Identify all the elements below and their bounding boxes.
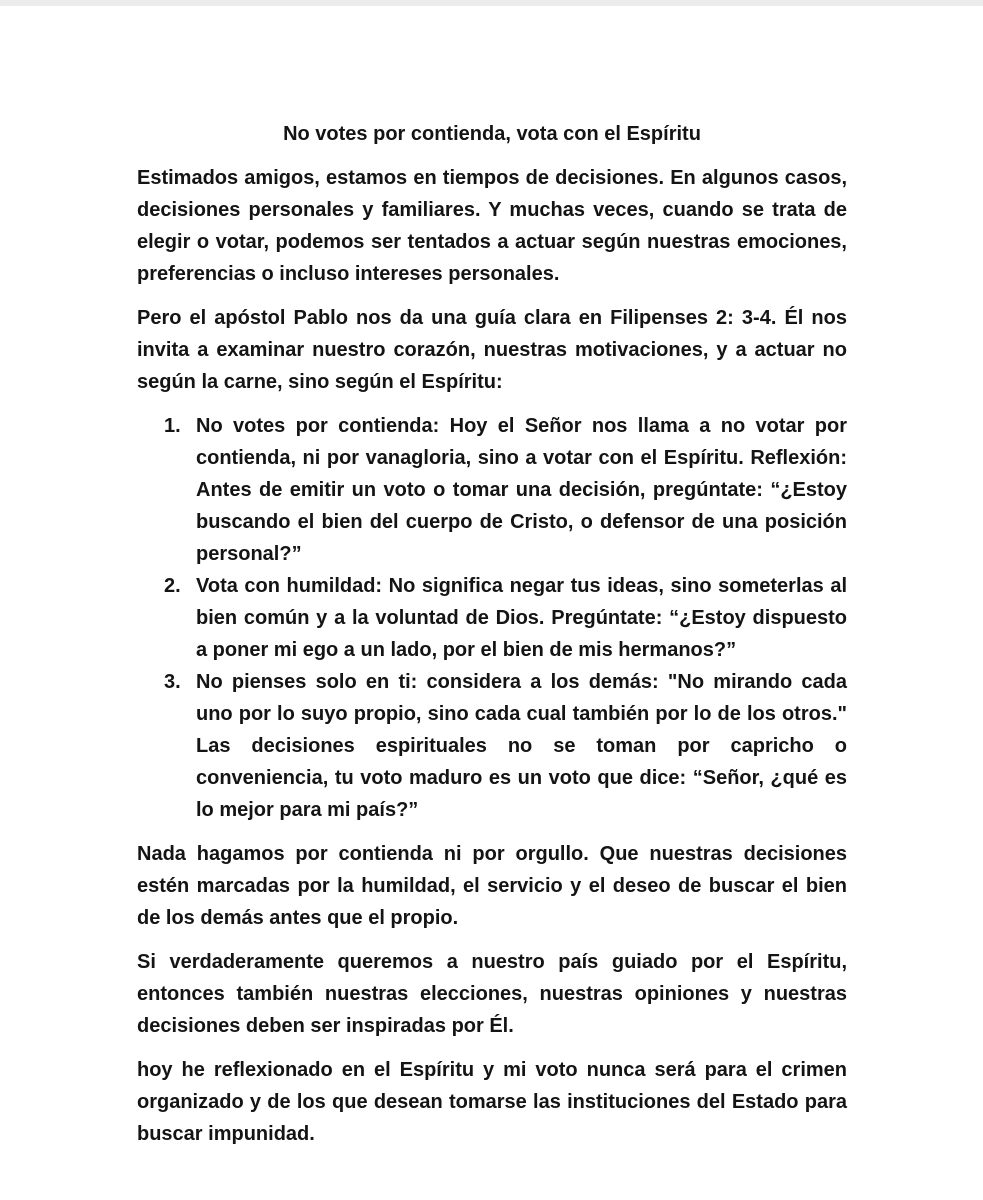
list-item	[137, 666, 847, 826]
list-item	[137, 410, 847, 570]
numbered-list	[137, 410, 847, 826]
list-item-text: No votes por contienda: Hoy el Señor nos llama a no votar por contienda, ni por vanagloria, sino a votar con el Espíritu. Reflexión: Antes de emitir un voto o tomar una decisión, pregúntate: “¿Estoy buscando el bien del cuerpo de Cristo, o defensor de una posición personal?”	[196, 415, 847, 565]
paragraph-nada-hagamos: Nada hagamos por contienda ni por orgullo. Que nuestras decisiones estén marcadas por la humildad, el servicio y el deseo de buscar el bien de los demás antes que el propio.	[137, 843, 847, 929]
list-item-number: 3.	[164, 671, 181, 693]
paragraph-filipenses: Pero el apóstol Pablo nos da una guía clara en Filipenses 2: 3-4. Él nos invita a examinar nuestro corazón, nuestras motivaciones, y a actuar no según la carne, sino según el Espíritu:	[137, 307, 847, 393]
top-border-strip	[0, 0, 983, 6]
paragraph-intro: Estimados amigos, estamos en tiempos de decisiones. En algunos casos, decisiones personales y familiares. Y muchas veces, cuando se trata de elegir o votar, podemos ser tentados a actuar según nuestras emociones, preferencias o incluso intereses personales.	[137, 167, 847, 285]
paragraph-conclusion: hoy he reflexionado en el Espíritu y mi voto nunca será para el crimen organizado y de los que desean tomarse las instituciones del Estado para buscar impunidad.	[137, 1059, 847, 1145]
list-item	[137, 570, 847, 666]
list-item-number: 2.	[164, 575, 181, 597]
paragraph-si-verdaderamente: Si verdaderamente queremos a nuestro país guiado por el Espíritu, entonces también nuestras elecciones, nuestras opiniones y nuestras decisiones deben ser inspiradas por Él.	[137, 951, 847, 1037]
list-item-text: Vota con humildad: No significa negar tus ideas, sino someterlas al bien común y a la voluntad de Dios. Pregúntate: “¿Estoy dispuesto a poner mi ego a un lado, por el bien de mis hermanos?”	[196, 575, 847, 661]
list-item-text: No pienses solo en ti: considera a los demás: "No mirando cada uno por lo suyo propio, sino cada cual también por lo de los otros." Las decisiones espirituales no se toman por capricho o conveniencia, tu voto maduro es un voto que dice: “Señor, ¿qué es lo mejor para mi país?”	[196, 671, 847, 821]
document-title: No votes por contienda, vota con el Espíritu	[283, 123, 701, 145]
document-page	[137, 118, 847, 1162]
list-item-number: 1.	[164, 415, 181, 437]
